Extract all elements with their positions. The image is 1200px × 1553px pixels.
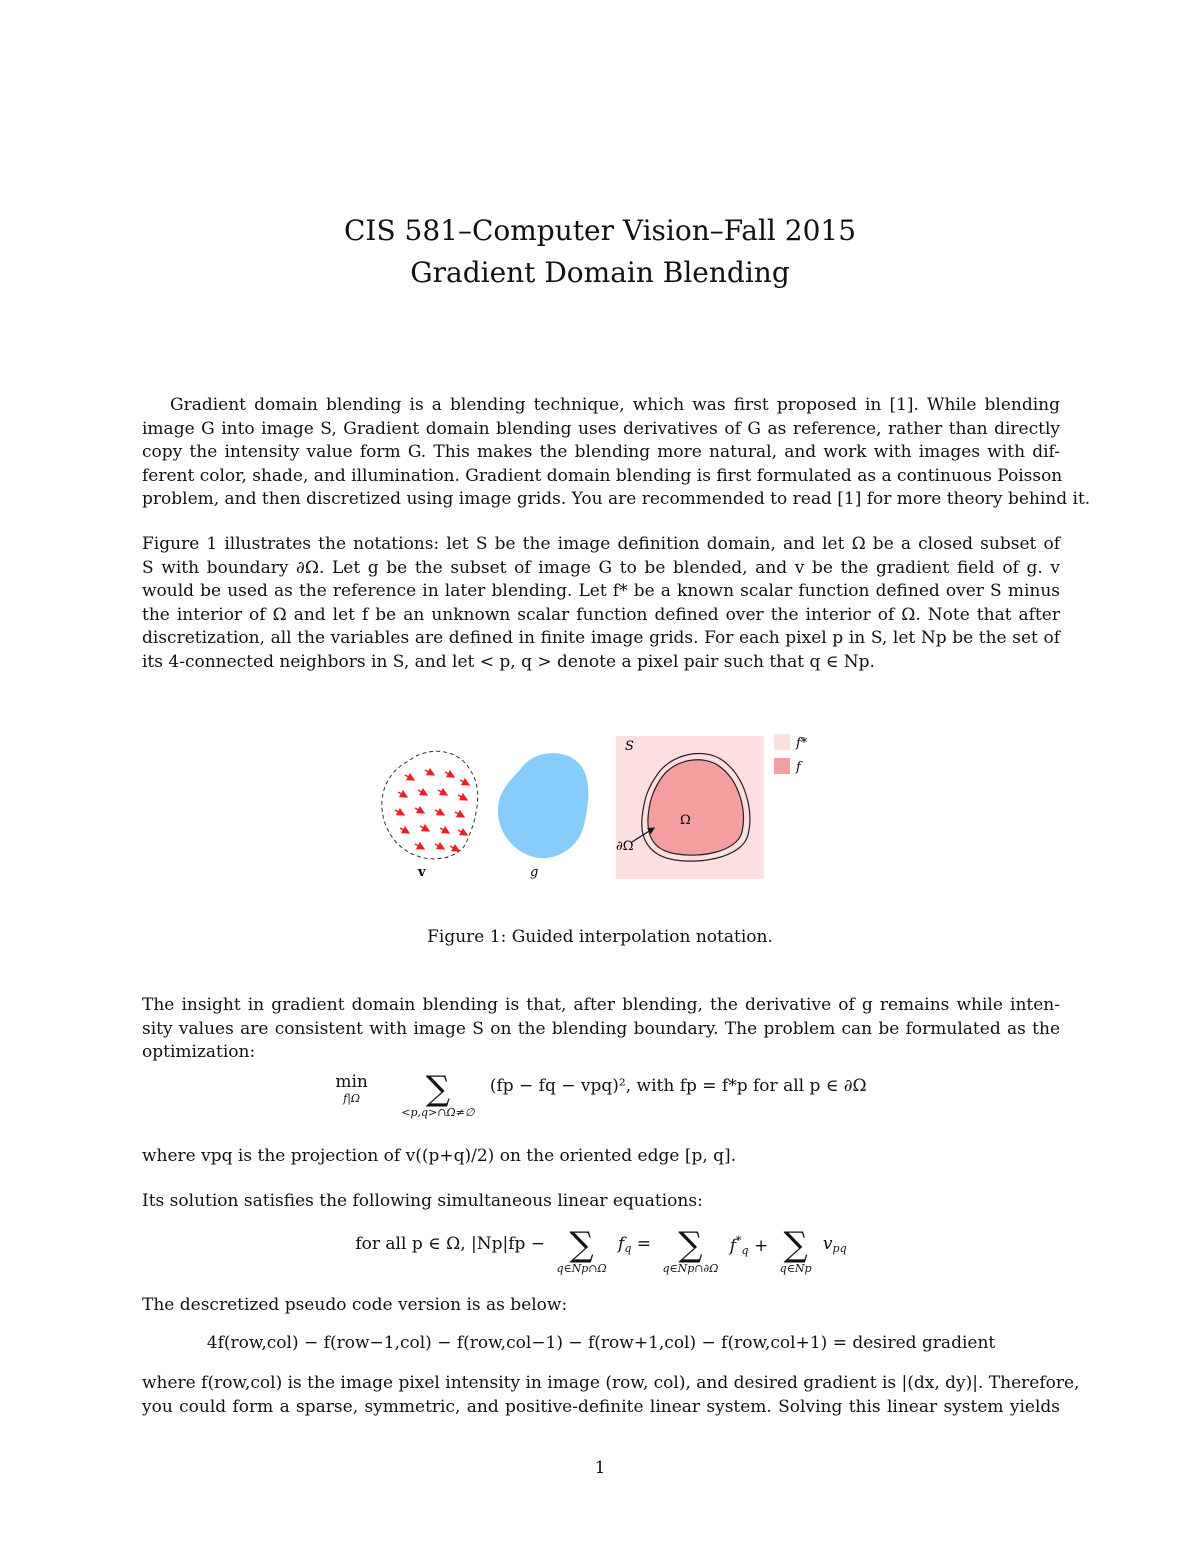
notation-line: discretization, all the variables are defined in finite image grids. For each pixel p in S, let Np be the set of	[142, 628, 1060, 649]
eq1-sum-symbol: ∑	[425, 1069, 450, 1109]
vector-arrow	[435, 810, 444, 815]
vector-arrow	[420, 826, 429, 831]
eq2-sum1-symbol: ∑	[569, 1225, 594, 1265]
vector-arrow	[398, 792, 407, 797]
notation-line: Figure 1 illustrates the notations: let S be the image definition domain, and let Ω be a closed subset of	[142, 534, 1060, 554]
insight-line: optimization:	[142, 1042, 256, 1063]
intro-line: Gradient domain blending is a blending technique, which was first proposed in [1]. While blending	[170, 395, 1060, 415]
label-g: g	[530, 865, 539, 880]
label-omega: Ω	[680, 813, 691, 828]
title-line-2: Gradient Domain Blending	[410, 256, 790, 289]
notation-line: would be used as the reference in later blending. Let f* be a known scalar function defined over S minus	[142, 581, 1060, 602]
insight-paragraph	[142, 994, 1060, 1065]
intro-line: problem, and then discretized using image grids. You are recommended to read [1] for more theory behind it.	[142, 489, 1091, 510]
label-boundary: ∂Ω	[616, 839, 634, 854]
label-S: S	[625, 739, 634, 754]
vector-arrow	[435, 844, 444, 849]
equation-optimization	[142, 1069, 1060, 1119]
pseudo-intro-line: The descretized pseudo code version is as below:	[142, 1295, 568, 1315]
vector-arrow	[460, 780, 469, 785]
vector-arrow	[458, 830, 467, 835]
eq2-sum1-sub: q∈Np∩Ω	[556, 1262, 607, 1275]
eq2-fq: $f_q$ =	[618, 1234, 652, 1255]
eq1-min: min	[335, 1072, 368, 1092]
vector-field-v	[382, 751, 478, 859]
title-line-1: CIS 581–Computer Vision–Fall 2015	[343, 214, 857, 247]
eq2-lhs: for all p ∈ Ω, |Np|fp −	[355, 1234, 546, 1254]
eq1-body: (fp − fq − vpq)², with fp = f*p for all p ∈ ∂Ω	[489, 1076, 867, 1096]
eq2-vpq: $v_{pq}$	[822, 1234, 847, 1255]
legend-f-label: f	[796, 760, 801, 775]
equation-discretized: 4f(row,col) − f(row−1,col) − f(row,col−1) − f(row+1,col) − f(row,col+1) = desired gradient	[206, 1333, 996, 1353]
legend-fstar-swatch	[774, 734, 790, 750]
g-blob	[498, 753, 589, 858]
intro-line: image G into image S, Gradient domain blending uses derivatives of G as reference, rather than directly	[142, 418, 1060, 439]
notation-paragraph	[142, 533, 1060, 675]
final-line: where f(row,col) is the image pixel intensity in image (row, col), and desired gradient is |(dx, dy)|. Therefore,	[142, 1373, 1080, 1393]
eq1-min-sub: f|Ω	[343, 1092, 361, 1105]
vector-arrow	[440, 828, 449, 833]
intro-paragraph	[142, 394, 1091, 512]
vector-arrow	[415, 808, 424, 813]
vector-arrow	[458, 795, 467, 800]
final-paragraph	[142, 1372, 1080, 1419]
notation-line: the interior of Ω and let f be an unknown scalar function defined over the interior of Ω. Note that after	[142, 604, 1060, 625]
eq1-sum-sub: <p,q>∩Ω≠∅	[401, 1106, 475, 1119]
vector-arrow	[450, 846, 459, 851]
legend-f-swatch	[774, 758, 790, 774]
final-line: you could form a sparse, symmetric, and positive-definite linear system. Solving this linear system yields	[142, 1396, 1060, 1417]
eq2-sum2-sub: q∈Np∩∂Ω	[662, 1262, 719, 1275]
insight-line: sity values are consistent with image S on the blending boundary. The problem can be formulated as the	[142, 1018, 1060, 1039]
vector-arrow	[418, 790, 427, 795]
insight-line: The insight in gradient domain blending is that, after blending, the derivative of g remains while inten-	[142, 995, 1060, 1015]
where-vpq-line: where vpq is the projection of v((p+q)/2) on the oriented edge [p, q].	[142, 1146, 737, 1166]
vector-arrow	[438, 790, 447, 795]
intro-line: copy the intensity value form G. This makes the blending more natural, and work with images with dif-	[142, 442, 1060, 463]
eq2-sum3-symbol: ∑	[783, 1225, 808, 1265]
eq2-fstarq: $f^*_q$ +	[729, 1234, 769, 1257]
where-vpq	[142, 1145, 1060, 1169]
intro-line: ferent color, shade, and illumination. Gradient domain blending is first formulated as a continuous Poisson	[142, 465, 1063, 486]
pseudo-intro	[142, 1294, 1060, 1318]
vector-arrow	[395, 810, 404, 815]
vector-arrow	[400, 828, 409, 833]
vector-arrow	[415, 844, 424, 849]
notation-line: S with boundary ∂Ω. Let g be the subset of image G to be blended, and v be the gradient field of g. v	[142, 557, 1060, 578]
solution-intro-line: Its solution satisfies the following simultaneous linear equations:	[142, 1191, 703, 1211]
figure-caption: Figure 1: Guided interpolation notation.	[427, 927, 773, 947]
page-number: 1	[594, 1458, 606, 1478]
equation-linear-system	[142, 1225, 1060, 1275]
vector-arrow	[455, 812, 464, 817]
eq2-sum3-sub: q∈Np	[779, 1262, 812, 1275]
eq2-sum2-symbol: ∑	[678, 1225, 703, 1265]
vector-arrow	[405, 775, 414, 780]
solution-intro	[142, 1190, 1060, 1214]
notation-line: its 4-connected neighbors in S, and let < p, q > denote a pixel pair such that q ∈ Np.	[142, 651, 875, 672]
figure-1-graphic	[370, 730, 830, 890]
vector-arrow	[425, 770, 434, 775]
vector-arrow	[445, 772, 454, 777]
legend-fstar-label: f*	[796, 736, 808, 751]
label-v: v	[418, 865, 426, 880]
